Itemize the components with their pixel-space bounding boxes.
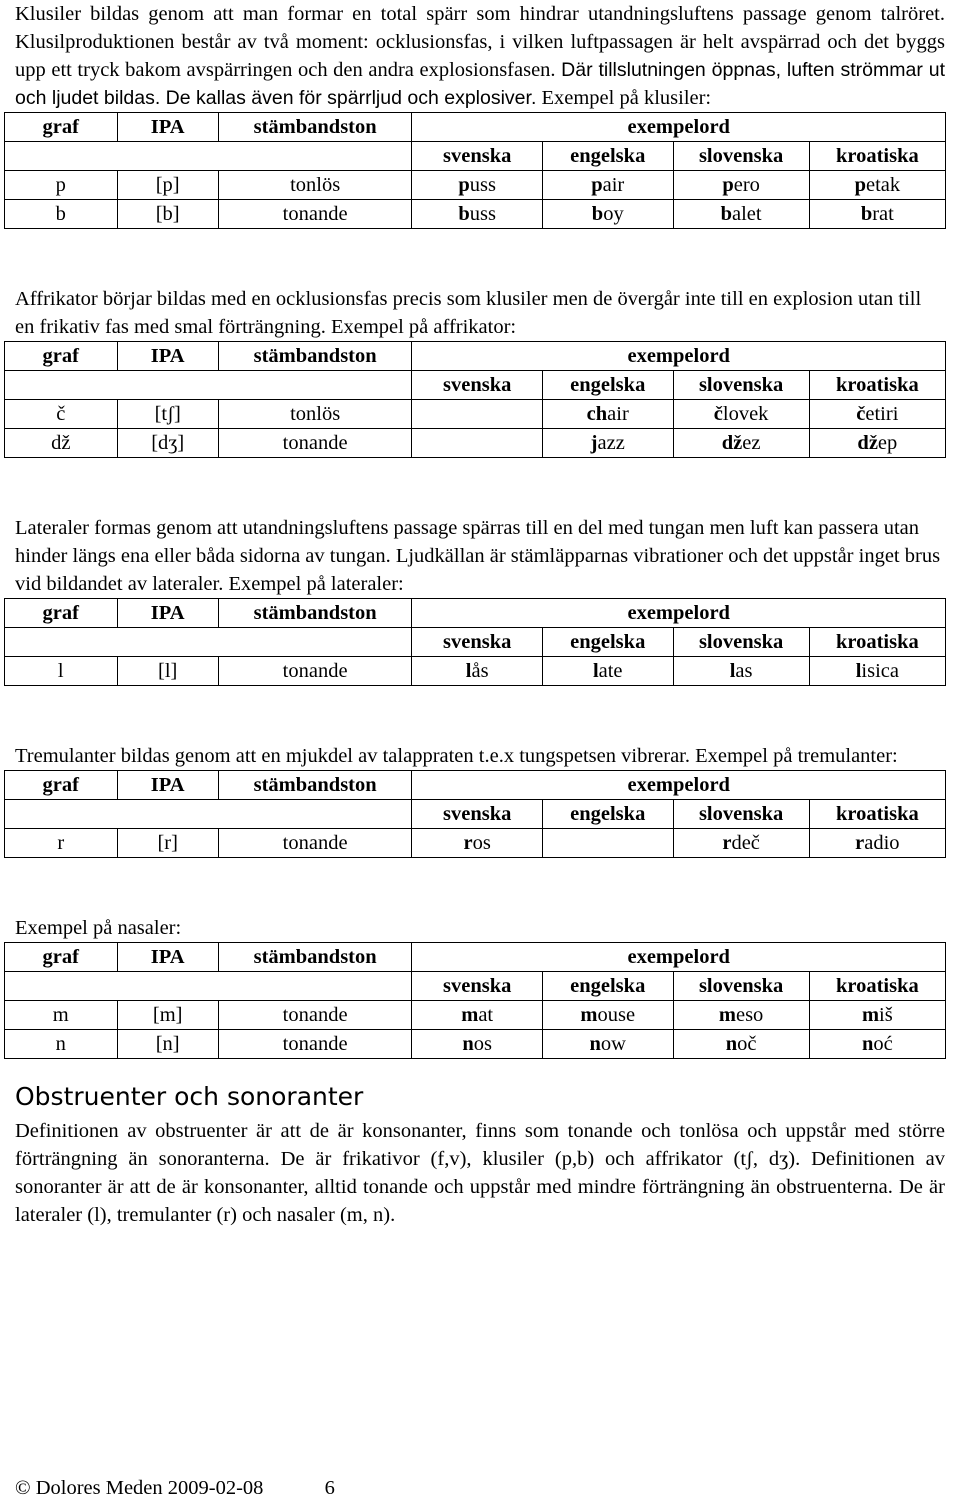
klusiler-table-wrap — [15, 112, 945, 229]
header-engelska: engelska — [542, 972, 673, 1001]
tremulanter-table-wrap — [15, 770, 945, 858]
cell-slovenska: meso — [673, 1001, 809, 1030]
header-blank — [5, 800, 412, 829]
header-graf: graf — [5, 771, 118, 800]
header-kroatiska: kroatiska — [809, 800, 945, 829]
affrikator-table — [4, 341, 946, 458]
header-kroatiska: kroatiska — [809, 628, 945, 657]
header-engelska: engelska — [542, 628, 673, 657]
cell-slovenska: las — [673, 657, 809, 686]
header-ipa: IPA — [117, 342, 218, 371]
highlight-letter: l — [465, 660, 472, 682]
table-header-row — [5, 943, 946, 972]
header-stambandston: stämbandston — [218, 943, 412, 972]
header-engelska: engelska — [542, 371, 673, 400]
table-row — [5, 1001, 946, 1030]
header-svenska: svenska — [412, 142, 543, 171]
cell-slovenska: rdeč — [673, 829, 809, 858]
table-row — [5, 400, 946, 429]
lateraler-table — [4, 598, 946, 686]
affrikator-table-wrap — [15, 341, 945, 458]
table-subheader-row — [5, 628, 946, 657]
cell-slovenska: balet — [673, 200, 809, 229]
cell-engelska — [542, 829, 673, 858]
cell-slovenska: noč — [673, 1030, 809, 1059]
cell-svenska — [412, 429, 543, 458]
lateraler-table-wrap — [15, 598, 945, 686]
cell-engelska: late — [542, 657, 673, 686]
cell-engelska: now — [542, 1030, 673, 1059]
cell-svenska: lås — [412, 657, 543, 686]
cell-stambandston: tonlös — [218, 171, 412, 200]
cell-graf: m — [5, 1001, 118, 1030]
highlight-letter: m — [718, 1004, 736, 1026]
document-page — [15, 0, 945, 1229]
cell-svenska: puss — [412, 171, 543, 200]
cell-engelska: pair — [542, 171, 673, 200]
cell-stambandston: tonande — [218, 429, 412, 458]
cell-svenska: ros — [412, 829, 543, 858]
table-header-row — [5, 342, 946, 371]
highlight-letter: l — [592, 660, 599, 682]
cell-stambandston: tonande — [218, 829, 412, 858]
cell-svenska: nos — [412, 1030, 543, 1059]
cell-stambandston: tonande — [218, 1030, 412, 1059]
header-exempelord: exempelord — [412, 113, 946, 142]
table-header-row — [5, 599, 946, 628]
header-blank — [5, 371, 412, 400]
footer-page-number: 6 — [324, 1477, 335, 1499]
highlight-letter: č — [856, 403, 866, 425]
table-header-row — [5, 771, 946, 800]
section-paragraph: Definitionen av obstruenter är att de är konsonanter, finns som tonande och tonlösa och uppstår med större förträngning än sonoranterna. De är frikativor (f,v), klusiler (p,b) och affrikator (tʃ, dʒ). Definitionen av sonoranter är att de är konsonanter, alltid tonande och uppstår med mindre förträngning än obstruenterna. De är lateraler (l), tremulanter (r) och nasaler (m, n). — [15, 1120, 945, 1226]
header-slovenska: slovenska — [673, 371, 809, 400]
cell-stambandston: tonlös — [218, 400, 412, 429]
header-svenska: svenska — [412, 800, 543, 829]
cell-kroatiska: noć — [809, 1030, 945, 1059]
tremulanter-table — [4, 770, 946, 858]
header-graf: graf — [5, 113, 118, 142]
highlight-letter: r — [722, 832, 732, 854]
cell-graf: b — [5, 200, 118, 229]
cell-stambandston: tonande — [218, 657, 412, 686]
highlight-letter: m — [861, 1004, 880, 1026]
highlight-letter: m — [461, 1004, 479, 1026]
table-subheader-row — [5, 800, 946, 829]
header-ipa: IPA — [117, 943, 218, 972]
table-header-row — [5, 113, 946, 142]
highlight-letter: r — [855, 832, 865, 854]
header-slovenska: slovenska — [673, 142, 809, 171]
header-blank — [5, 628, 412, 657]
table-subheader-row — [5, 371, 946, 400]
table-row — [5, 171, 946, 200]
nasaler-paragraph: Exempel på nasaler: — [15, 917, 182, 939]
tremulanter-paragraph: Tremulanter bildas genom att en mjukdel av talappraten t.e.x tungspetsen vibrerar. Exempel på tremulanter: — [15, 745, 898, 767]
nasaler-table — [4, 942, 946, 1059]
highlight-letter: l — [729, 660, 736, 682]
cell-engelska: mouse — [542, 1001, 673, 1030]
highlight-letter: b — [860, 203, 873, 225]
klusiler-text: Klusiler bildas genom att man formar en total spärr som hindrar utandningsluftens passage genom talröret. Klusilproduktionen består av två moment: ocklusionsfas, i vilken luftpassagen är helt avspärrad och det byggs upp ett tryck bakom avspärringen och den andra explosionsfasen. — [15, 3, 945, 81]
highlight-letter: m — [580, 1004, 598, 1026]
cell-kroatiska: lisica — [809, 657, 945, 686]
table-subheader-row — [5, 972, 946, 1001]
highlight-letter: b — [720, 203, 733, 225]
header-blank — [5, 972, 412, 1001]
table-row — [5, 829, 946, 858]
cell-svenska — [412, 400, 543, 429]
header-stambandston: stämbandston — [218, 113, 412, 142]
header-blank — [5, 142, 412, 171]
header-svenska: svenska — [412, 628, 543, 657]
klusiler-table — [4, 112, 946, 229]
header-kroatiska: kroatiska — [809, 371, 945, 400]
cell-graf: n — [5, 1030, 118, 1059]
highlight-letter: č — [713, 403, 723, 425]
highlight-letter: r — [463, 832, 473, 854]
cell-graf: dž — [5, 429, 118, 458]
header-stambandston: stämbandston — [218, 771, 412, 800]
highlight-letter: dž — [721, 432, 743, 454]
highlight-letter: n — [589, 1033, 601, 1055]
cell-kroatiska: petak — [809, 171, 945, 200]
header-exempelord: exempelord — [412, 943, 946, 972]
header-svenska: svenska — [412, 371, 543, 400]
cell-ipa: [p] — [117, 171, 218, 200]
table-row — [5, 1030, 946, 1059]
highlight-letter: l — [855, 660, 862, 682]
header-stambandston: stämbandston — [218, 599, 412, 628]
cell-stambandston: tonande — [218, 200, 412, 229]
highlight-letter: b — [458, 203, 470, 225]
header-exempelord: exempelord — [412, 771, 946, 800]
cell-engelska: boy — [542, 200, 673, 229]
klusiler-paragraph — [15, 0, 945, 112]
cell-svenska: buss — [412, 200, 543, 229]
cell-svenska: mat — [412, 1001, 543, 1030]
header-slovenska: slovenska — [673, 972, 809, 1001]
cell-ipa: [r] — [117, 829, 218, 858]
header-ipa: IPA — [117, 599, 218, 628]
highlight-letter: p — [722, 174, 734, 196]
cell-kroatiska: brat — [809, 200, 945, 229]
header-graf: graf — [5, 943, 118, 972]
page-footer — [15, 1474, 335, 1502]
klusiler-tail: Exempel på klusiler: — [541, 87, 712, 109]
header-ipa: IPA — [117, 771, 218, 800]
cell-ipa: [dʒ] — [117, 429, 218, 458]
highlight-letter: n — [861, 1033, 874, 1055]
table-row — [5, 429, 946, 458]
header-graf: graf — [5, 342, 118, 371]
cell-kroatiska: džep — [809, 429, 945, 458]
cell-engelska: chair — [542, 400, 673, 429]
cell-kroatiska: četiri — [809, 400, 945, 429]
highlight-letter: b — [591, 203, 604, 225]
highlight-letter: p — [854, 174, 866, 196]
highlight-letter: ch — [586, 403, 608, 425]
cell-kroatiska: radio — [809, 829, 945, 858]
highlight-letter: p — [591, 174, 603, 196]
cell-graf: p — [5, 171, 118, 200]
section-heading: Obstruenter och sonoranter — [15, 1082, 364, 1111]
header-kroatiska: kroatiska — [809, 142, 945, 171]
highlight-letter: n — [725, 1033, 738, 1055]
cell-ipa: [m] — [117, 1001, 218, 1030]
highlight-letter: n — [462, 1033, 474, 1055]
cell-slovenska: pero — [673, 171, 809, 200]
cell-engelska: jazz — [542, 429, 673, 458]
table-subheader-row — [5, 142, 946, 171]
header-exempelord: exempelord — [412, 342, 946, 371]
cell-slovenska: džez — [673, 429, 809, 458]
cell-stambandston: tonande — [218, 1001, 412, 1030]
klusiler-text-sans: Där tillslutningen öppnas, luften strömmar ut och ljudet bildas. De kallas även för spärrljud och explosiver. — [15, 59, 945, 109]
header-engelska: engelska — [542, 800, 673, 829]
affrikator-paragraph: Affrikator börjar bildas med en ocklusionsfas precis som klusiler men de övergår inte till en explosion utan till en frikativ fas med smal förträngning. Exempel på affrikator: — [15, 288, 922, 338]
header-slovenska: slovenska — [673, 800, 809, 829]
highlight-letter: j — [590, 432, 598, 454]
table-row — [5, 657, 946, 686]
cell-ipa: [l] — [117, 657, 218, 686]
cell-ipa: [n] — [117, 1030, 218, 1059]
nasaler-table-wrap — [15, 942, 945, 1059]
cell-graf: č — [5, 400, 118, 429]
header-ipa: IPA — [117, 113, 218, 142]
cell-ipa: [tʃ] — [117, 400, 218, 429]
header-engelska: engelska — [542, 142, 673, 171]
header-svenska: svenska — [412, 972, 543, 1001]
cell-ipa: [b] — [117, 200, 218, 229]
footer-copyright: © Dolores Meden 2009-02-08 — [15, 1477, 264, 1499]
highlight-letter: dž — [857, 432, 878, 454]
header-slovenska: slovenska — [673, 628, 809, 657]
table-row — [5, 200, 946, 229]
header-exempelord: exempelord — [412, 599, 946, 628]
cell-kroatiska: miš — [809, 1001, 945, 1030]
cell-slovenska: človek — [673, 400, 809, 429]
highlight-letter: p — [458, 174, 470, 196]
cell-graf: l — [5, 657, 118, 686]
cell-graf: r — [5, 829, 118, 858]
header-graf: graf — [5, 599, 118, 628]
header-stambandston: stämbandston — [218, 342, 412, 371]
header-kroatiska: kroatiska — [809, 972, 945, 1001]
lateraler-paragraph: Lateraler formas genom att utandningsluftens passage spärras till en del med tungan men luft kan passera utan hinder längs ena eller båda sidorna av tungan. Ljudkällan är stämläpparnas vibrationer och det uppstår inget brus vid bildandet av lateraler. Exempel på lateraler: — [15, 517, 941, 595]
